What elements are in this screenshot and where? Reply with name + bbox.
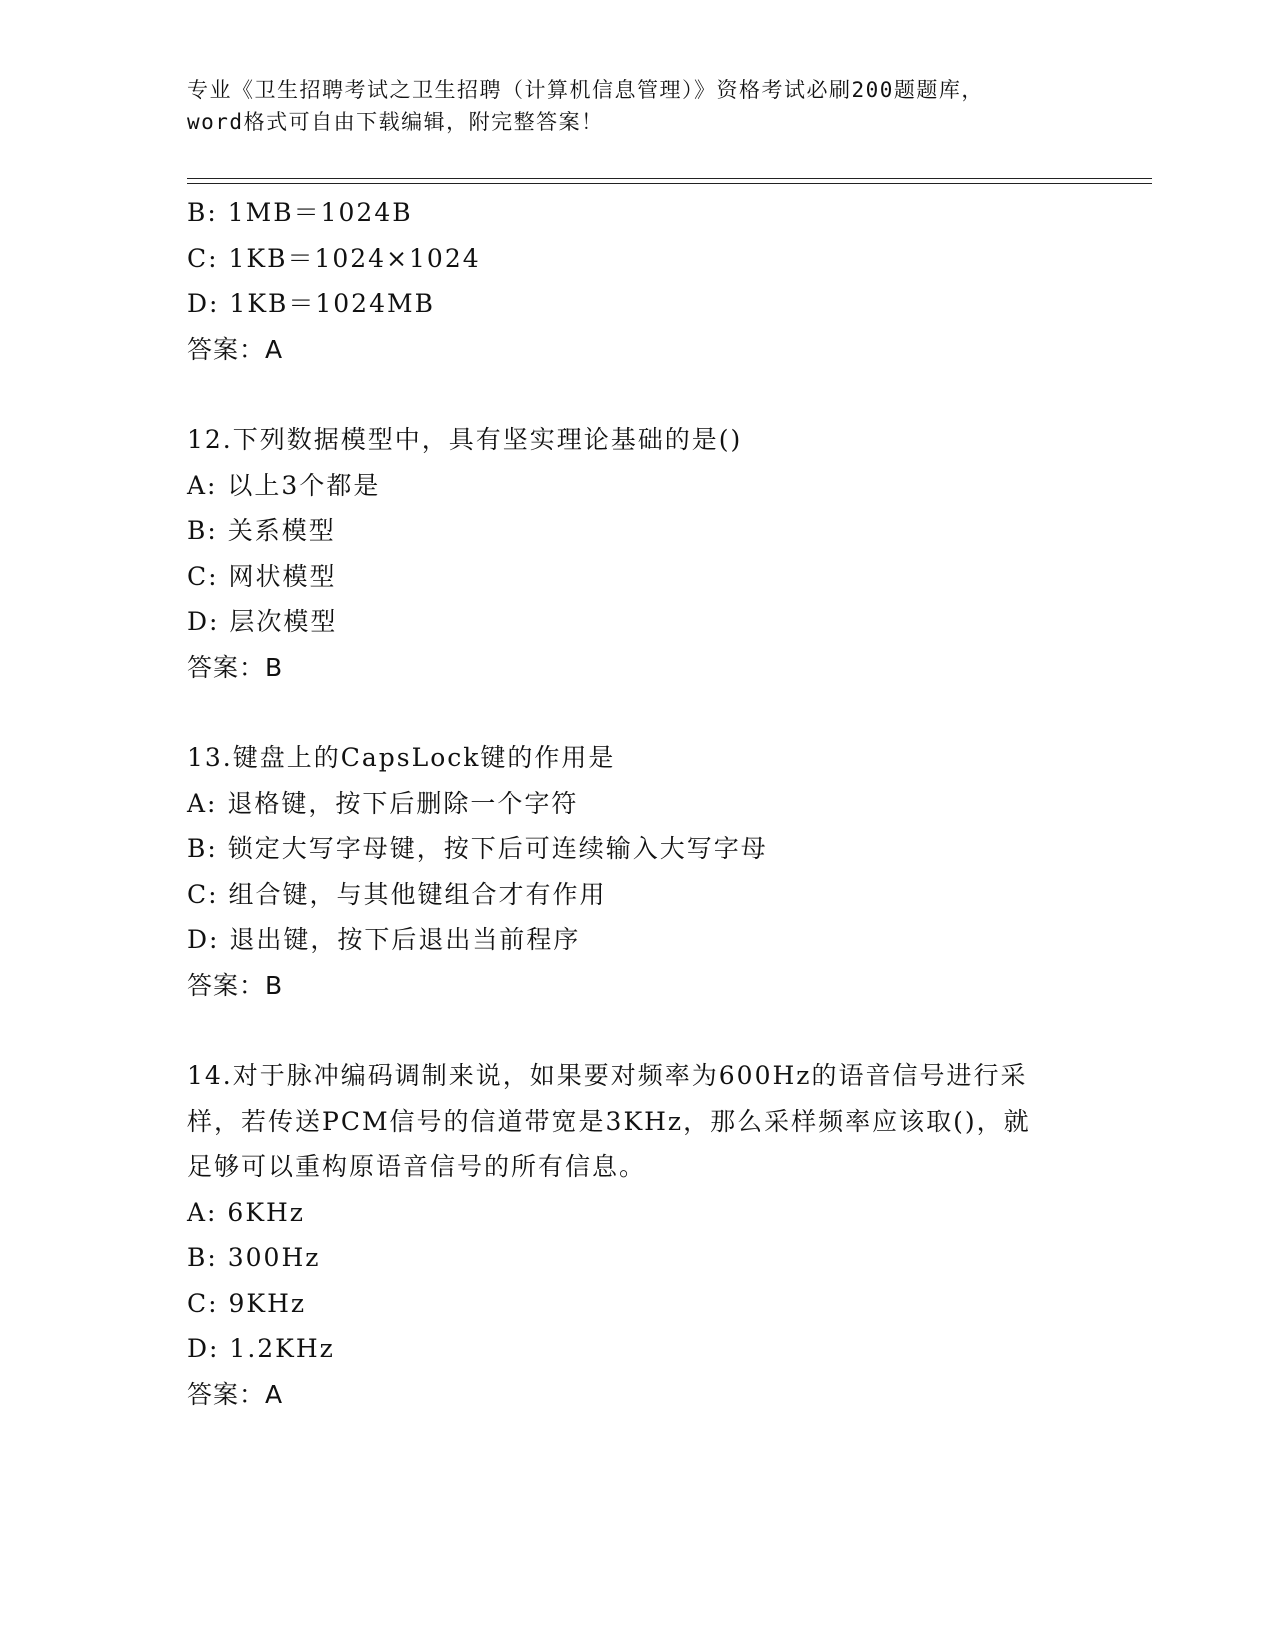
question-text-line-1: 14.对于脉冲编码调制来说，如果要对频率为600Hz的语音信号进行采 xyxy=(187,1061,1028,1090)
answer: 答案：B xyxy=(187,652,284,682)
option-b: B: 1MB＝1024B xyxy=(187,198,413,227)
question-text: 13.键盘上的CapsLock键的作用是 xyxy=(187,743,616,772)
option-c: C: 网状模型 xyxy=(187,561,337,591)
option-b: B: 关系模型 xyxy=(187,516,336,545)
option-a: A: 6KHz xyxy=(187,1197,305,1227)
header-line-2: word格式可自由下载编辑，附完整答案！ xyxy=(187,110,604,134)
option-d: D: 退出键，按下后退出当前程序 xyxy=(187,925,581,954)
answer: 答案：A xyxy=(187,334,284,364)
option-c: C: 1KB＝1024×1024 xyxy=(187,243,481,273)
option-d: D: 1KB＝1024MB xyxy=(187,289,435,318)
question-13 xyxy=(187,735,1087,1008)
header-divider-bottom xyxy=(187,183,1152,184)
document-header xyxy=(187,74,1087,138)
option-d: D: 层次模型 xyxy=(187,607,338,636)
option-b: B: 锁定大写字母键，按下后可连续输入大写字母 xyxy=(187,834,768,863)
header-divider-top xyxy=(187,178,1152,179)
question-text: 12.下列数据模型中，具有坚实理论基础的是() xyxy=(187,425,743,454)
header-line-1: 专业《卫生招聘考试之卫生招聘（计算机信息管理）》资格考试必刷200题题库， xyxy=(187,78,984,102)
option-a: A: 以上3个都是 xyxy=(187,470,381,500)
question-12 xyxy=(187,417,1087,690)
option-c: C: 9KHz xyxy=(187,1288,307,1318)
option-a: A: 退格键，按下后删除一个字符 xyxy=(187,788,579,818)
question-text-line-3: 足够可以重构原语音信号的所有信息。 xyxy=(187,1152,647,1181)
option-d: D: 1.2KHz xyxy=(187,1334,335,1363)
option-b: B: 300Hz xyxy=(187,1243,321,1272)
question-11-continued xyxy=(187,190,1087,372)
answer: 答案：B xyxy=(187,970,284,1000)
answer: 答案：A xyxy=(187,1379,284,1409)
option-c: C: 组合键，与其他键组合才有作用 xyxy=(187,879,607,909)
question-14 xyxy=(187,1053,1087,1417)
question-list xyxy=(187,190,1087,1417)
question-text-line-2: 样，若传送PCM信号的信道带宽是3KHz，那么采样频率应该取()，就 xyxy=(187,1106,1031,1136)
